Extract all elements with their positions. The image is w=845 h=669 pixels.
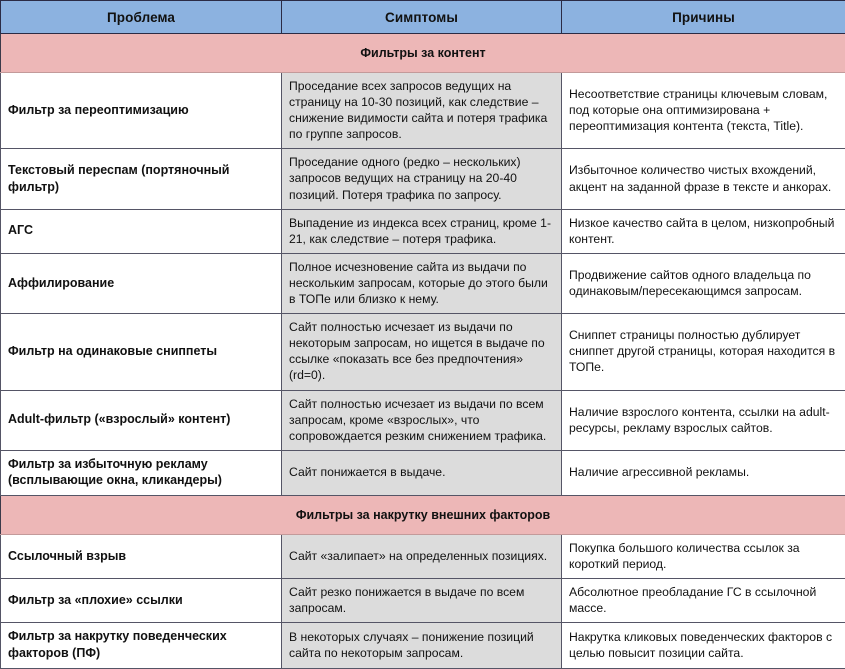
column-header-symptoms: Симптомы — [282, 1, 562, 34]
column-header-causes: Причины — [562, 1, 845, 34]
cell-text: Сайт резко понижается в выдаче по всем запросам. — [289, 584, 554, 616]
cell-causes — [562, 623, 845, 668]
cell-symptoms — [282, 253, 562, 313]
cell-text: Фильтр за переоптимизацию — [8, 102, 274, 119]
cell-symptoms — [282, 579, 562, 623]
table-body — [1, 34, 845, 669]
cell-causes — [562, 450, 845, 495]
cell-problem — [1, 73, 282, 149]
table-row — [1, 149, 845, 209]
section-title: Фильтры за контент — [1, 34, 845, 73]
table-row — [1, 390, 845, 450]
cell-text: Текстовый переспам (портяночный фильтр) — [8, 162, 274, 195]
cell-text: Сайт «залипает» на определенных позициях. — [289, 548, 554, 564]
cell-text: Наличие взрослого контента, ссылки на adult-ресурсы, рекламу взрослых сайтов. — [569, 404, 838, 436]
cell-problem — [1, 579, 282, 623]
cell-problem — [1, 623, 282, 668]
cell-text: В некоторых случаях – понижение позиций сайта по некоторым запросам. — [289, 629, 554, 661]
table-row — [1, 73, 845, 149]
cell-problem — [1, 450, 282, 495]
table-row — [1, 314, 845, 390]
cell-text: Низкое качество сайта в целом, низкопробный контент. — [569, 215, 838, 247]
cell-text: Фильтр за избыточную рекламу (всплывающие окна, кликандеры) — [8, 456, 274, 489]
cell-causes — [562, 390, 845, 450]
cell-symptoms — [282, 149, 562, 209]
cell-problem — [1, 209, 282, 253]
cell-text: Adult-фильтр («взрослый» контент) — [8, 411, 274, 428]
section-band — [1, 496, 845, 535]
table-row — [1, 209, 845, 253]
cell-text: Фильтр за накрутку поведенческих факторов (ПФ) — [8, 628, 274, 661]
cell-symptoms — [282, 390, 562, 450]
cell-text: Сайт понижается в выдаче. — [289, 464, 554, 480]
cell-text: Продвижение сайтов одного владельца по одинаковым/пересекающимся запросам. — [569, 267, 838, 299]
table-row — [1, 623, 845, 668]
cell-text: Выпадение из индекса всех страниц, кроме 1-21, как следствие – потеря трафика. — [289, 215, 554, 247]
cell-causes — [562, 314, 845, 390]
cell-symptoms — [282, 314, 562, 390]
cell-text: Полное исчезновение сайта из выдачи по нескольким запросам, которые до этого были в ТОПе или близко к нему. — [289, 259, 554, 307]
table-row — [1, 579, 845, 623]
cell-text: Абсолютное преобладание ГС в ссылочной массе. — [569, 584, 838, 616]
cell-problem — [1, 314, 282, 390]
cell-text: Накрутка кликовых поведенческих факторов с целью повысит позиции сайта. — [569, 629, 838, 661]
cell-text: Несоответствие страницы ключевым словам, под которые она оптимизирована + переоптимизация контента (текста, Title). — [569, 86, 838, 134]
cell-problem — [1, 535, 282, 579]
cell-symptoms — [282, 535, 562, 579]
section-band — [1, 34, 845, 73]
cell-text: Наличие агрессивной рекламы. — [569, 464, 838, 480]
table-row — [1, 253, 845, 313]
cell-causes — [562, 253, 845, 313]
cell-text: Фильтр на одинаковые сниппеты — [8, 343, 274, 360]
section-title: Фильтры за накрутку внешних факторов — [1, 496, 845, 535]
cell-text: Ссылочный взрыв — [8, 548, 274, 565]
column-header-problem: Проблема — [1, 1, 282, 34]
cell-problem — [1, 149, 282, 209]
table-header-row — [1, 1, 845, 34]
cell-text: Сайт полностью исчезает из выдачи по некоторым запросам, но ищется в выдаче по ссылке «показать все без предпочтения» (rd=0). — [289, 319, 554, 383]
cell-causes — [562, 535, 845, 579]
cell-causes — [562, 579, 845, 623]
cell-causes — [562, 73, 845, 149]
cell-causes — [562, 149, 845, 209]
cell-text: Сайт полностью исчезает из выдачи по всем запросам, кроме «взрослых», что сопровождается резким снижением трафика. — [289, 396, 554, 444]
table-header — [1, 1, 845, 34]
cell-symptoms — [282, 209, 562, 253]
cell-causes — [562, 209, 845, 253]
cell-text: АГС — [8, 222, 274, 239]
cell-text: Фильтр за «плохие» ссылки — [8, 592, 274, 609]
cell-symptoms — [282, 73, 562, 149]
cell-text: Сниппет страницы полностью дублирует сниппет другой страницы, которая находится в ТОПе. — [569, 327, 838, 375]
cell-symptoms — [282, 450, 562, 495]
cell-problem — [1, 390, 282, 450]
cell-text: Избыточное количество чистых вхождений, акцент на заданной фразе в тексте и анкорах. — [569, 162, 838, 194]
table-row — [1, 450, 845, 495]
cell-text: Аффилирование — [8, 275, 274, 292]
cell-text: Проседание всех запросов ведущих на страницу на 10-30 позиций, как следствие – снижение видимости сайта и потеря трафика по группе запросов. — [289, 78, 554, 142]
cell-text: Покупка большого количества ссылок за короткий период. — [569, 540, 838, 572]
table-row — [1, 535, 845, 579]
cell-text: Проседание одного (редко – нескольких) запросов ведущих на страницу на 20-40 позиций. Потеря трафика по запросу. — [289, 154, 554, 202]
cell-symptoms — [282, 623, 562, 668]
cell-problem — [1, 253, 282, 313]
